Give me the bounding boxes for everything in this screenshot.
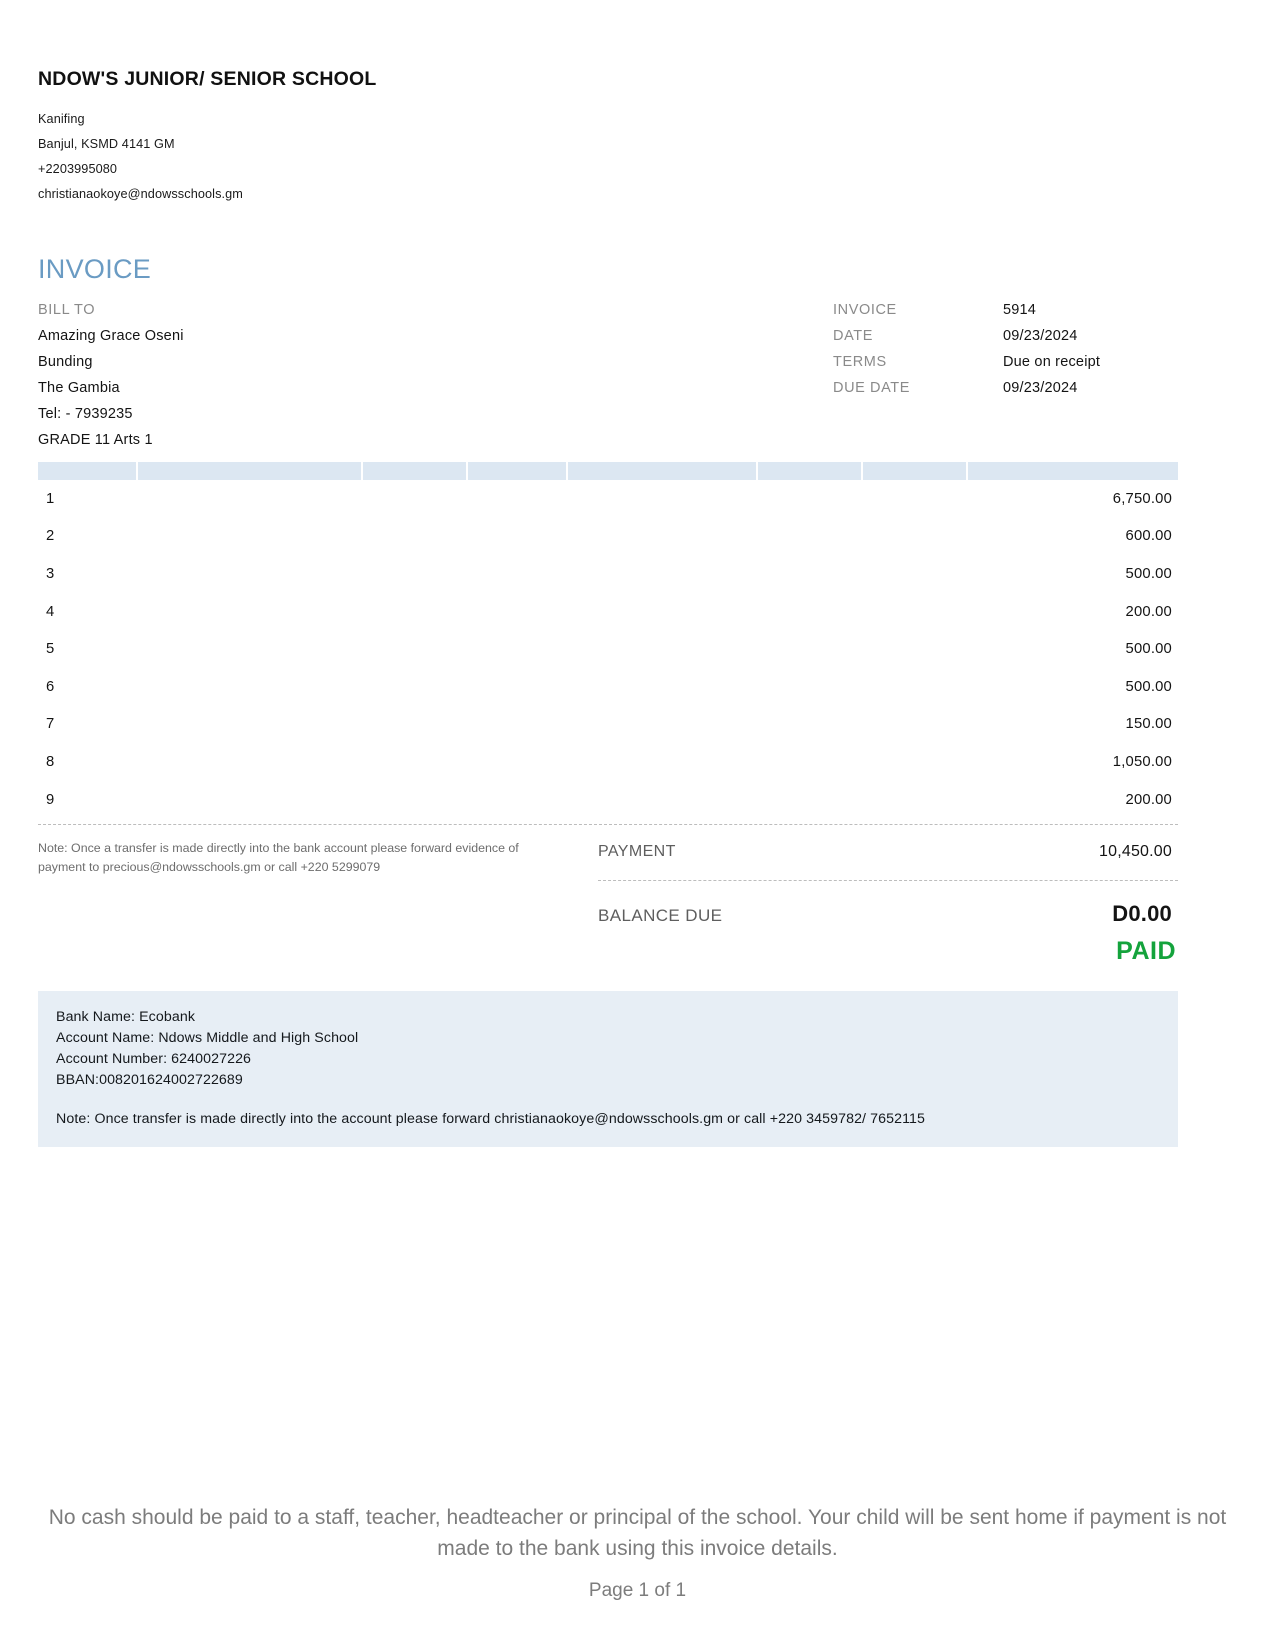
- invoice-date-label: DATE: [833, 328, 873, 344]
- bank-account-number: Account Number: 6240027226: [56, 1051, 252, 1068]
- table-header-cell: [468, 462, 568, 480]
- row-amount: 500.00: [1125, 641, 1172, 658]
- table-header: [38, 462, 1178, 480]
- address-line: Banjul, KSMD 4141 GM: [38, 137, 175, 151]
- table-row: [38, 593, 1178, 631]
- table-header-cell: [968, 462, 1178, 480]
- row-amount: 500.00: [1125, 565, 1172, 582]
- invoice-date-value: 09/23/2024: [1003, 328, 1078, 344]
- table-header-cell: [568, 462, 758, 480]
- table-row: [38, 706, 1178, 744]
- bank-name: Bank Name: Ecobank: [56, 1009, 196, 1026]
- row-amount: 500.00: [1125, 678, 1172, 695]
- invoice-date-row: [833, 328, 1100, 344]
- table-header-cell: [363, 462, 468, 480]
- status-badge: PAID: [1116, 937, 1176, 966]
- totals-section: [38, 825, 1178, 985]
- table-row: [38, 518, 1178, 556]
- row-amount: 150.00: [1125, 716, 1172, 733]
- bill-to-phone: Tel: - 7939235: [38, 406, 133, 422]
- footer-warning-note: No cash should be paid to a staff, teacher, headteacher or principal of the school. Your child will be sent home if payment is not made to the bank using this invoice details.: [48, 1506, 1227, 1560]
- invoice-due-date-label: DUE DATE: [833, 380, 911, 396]
- totals-divider: [598, 880, 1178, 881]
- bill-to-grade: GRADE 11 Arts 1: [38, 432, 153, 448]
- line-items-table: [38, 462, 1178, 818]
- row-number: 1: [46, 490, 55, 507]
- bill-to-block: [38, 302, 738, 448]
- table-row: [38, 480, 1178, 518]
- address-phone: +2203995080: [38, 162, 118, 176]
- school-address: [38, 112, 1237, 201]
- payment-value: 10,450.00: [1099, 843, 1172, 861]
- invoice-details-block: [833, 302, 1100, 406]
- balance-due-label: BALANCE DUE: [598, 906, 723, 926]
- address-line: Kanifing: [38, 112, 85, 126]
- invoice-due-date-value: 09/23/2024: [1003, 380, 1078, 396]
- footer-page-number: Page 1 of 1: [588, 1580, 687, 1601]
- bill-to-name: Amazing Grace Oseni: [38, 328, 184, 344]
- invoice-number-value: 5914: [1003, 302, 1037, 318]
- row-amount: 6,750.00: [1112, 490, 1172, 507]
- bill-to-label: BILL TO: [38, 302, 96, 318]
- table-header-cell: [38, 462, 138, 480]
- row-number: 3: [46, 565, 55, 582]
- row-number: 6: [46, 678, 55, 695]
- invoice-terms-row: [833, 354, 1100, 370]
- row-number: 9: [46, 791, 55, 808]
- table-row: [38, 555, 1178, 593]
- payment-label: PAYMENT: [598, 843, 676, 861]
- invoice-number-row: [833, 302, 1100, 318]
- table-row: [38, 781, 1178, 819]
- row-number: 5: [46, 641, 55, 658]
- page-title: INVOICE: [38, 254, 152, 284]
- row-amount: 600.00: [1125, 528, 1172, 545]
- table-header-cell: [138, 462, 363, 480]
- table-header-cell: [863, 462, 968, 480]
- row-amount: 1,050.00: [1112, 753, 1172, 770]
- bill-to-country: The Gambia: [38, 380, 120, 396]
- payment-row: [598, 843, 1178, 861]
- bank-bban: BBAN:008201624002722689: [56, 1072, 243, 1089]
- row-number: 8: [46, 753, 55, 770]
- table-row: [38, 743, 1178, 781]
- bank-account-name: Account Name: Ndows Middle and High School: [56, 1030, 359, 1047]
- bill-to-address: Bunding: [38, 354, 93, 370]
- invoice-due-date-row: [833, 380, 1100, 396]
- invoice-number-label: INVOICE: [833, 302, 897, 318]
- transfer-note: Note: Once a transfer is made directly into the bank account please forward evidence of payment to precious@ndowsschools.gm or call +220 5299079: [38, 841, 519, 874]
- table-row: [38, 668, 1178, 706]
- table-header-cell: [758, 462, 863, 480]
- row-amount: 200.00: [1125, 603, 1172, 620]
- invoice-terms-label: TERMS: [833, 354, 887, 370]
- invoice-meta-region: [38, 302, 1237, 452]
- invoice-terms-value: Due on receipt: [1003, 354, 1101, 370]
- row-amount: 200.00: [1125, 791, 1172, 808]
- bank-transfer-note: Note: Once transfer is made directly into the account please forward christianaokoye@ndowsschools.gm or call +220 3459782/ 7652115: [56, 1111, 926, 1128]
- row-number: 2: [46, 528, 55, 545]
- page-footer: [0, 1503, 1275, 1602]
- balance-due-row: [598, 901, 1178, 927]
- balance-due-value: D0.00: [1112, 901, 1172, 927]
- row-number: 7: [46, 716, 55, 733]
- row-number: 4: [46, 603, 55, 620]
- bank-details-box: [38, 991, 1178, 1147]
- school-name: NDOW'S JUNIOR/ SENIOR SCHOOL: [38, 68, 377, 90]
- table-row: [38, 630, 1178, 668]
- address-email: christianaokoye@ndowsschools.gm: [38, 187, 243, 201]
